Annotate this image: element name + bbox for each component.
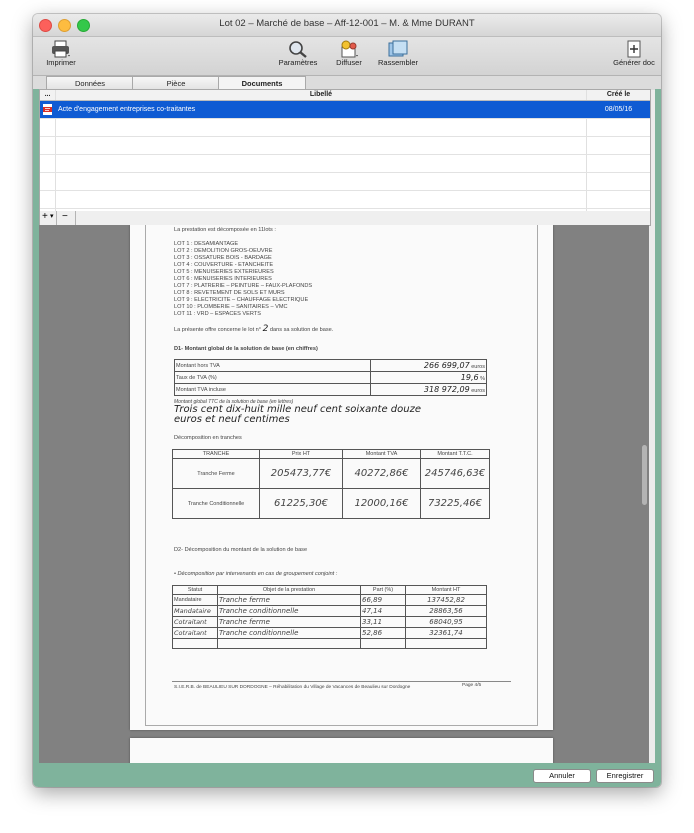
table-row-empty (40, 119, 650, 137)
table-row-empty (40, 191, 650, 209)
amount-label: Montant hors TVA (175, 360, 371, 372)
doc-lot-7: LOT 7 : PLATRERIE – PEINTURE – FAUX-PLAFONDS (174, 283, 313, 289)
doc-lot-4: LOT 4 : COUVERTURE - ETANCHEITE (174, 262, 274, 268)
table-row[interactable] (40, 101, 650, 119)
doc-footer-rule (172, 681, 511, 682)
doc-lot-2: LOT 2 : DEMOLITION GROS-OEUVRE (174, 248, 273, 254)
d2-objet: Tranche conditionnelle (218, 606, 361, 617)
tranches-header: Montant T.T.C. (421, 450, 490, 459)
doc-footer-left: S.I.E.R.B. de BEAULIEU SUR DORDOGNE – Réhabilitation du Village de Vacances de Beaulieu sur Dordogne (174, 685, 411, 690)
tab-bar (33, 76, 661, 90)
amount-label: Montant TVA incluse (175, 384, 371, 396)
generate-doc-button[interactable] (611, 40, 657, 67)
tranche-tva: 12000,16€ (343, 489, 421, 519)
tab-piece[interactable]: Pièce (132, 76, 220, 90)
tranches-header: TRANCHE (173, 450, 260, 459)
window-side-right (655, 89, 661, 763)
document-page (130, 225, 553, 730)
document-preview[interactable] (39, 225, 649, 763)
document-next-page (130, 738, 553, 763)
broadcast-icon (338, 40, 360, 58)
column-header-created[interactable]: Créé le (606, 91, 631, 98)
amount-value: 19,6 % (371, 372, 487, 384)
tab-documents[interactable]: Documents (218, 76, 306, 91)
doc-offer-line (174, 324, 333, 334)
gather-label: Rassembler (377, 58, 418, 67)
column-header-icon[interactable]: ... (40, 90, 56, 100)
amount-value: 266 699,07 euros (371, 360, 487, 372)
doc-lot-1: LOT 1 : DESAMIANTAGE (174, 241, 239, 247)
tranche-ht: 61225,30€ (260, 489, 343, 519)
doc-lot-11: LOT 11 : VRD – ESPACES VERTS (174, 311, 261, 317)
share-button[interactable] (329, 40, 369, 67)
column-header-libelle[interactable]: Libellé (56, 90, 587, 100)
d2-part: 66,89 (361, 595, 406, 606)
printer-icon (50, 40, 72, 58)
window-side-left (33, 89, 39, 763)
d2-part: 33,11 (361, 617, 406, 628)
d2-statut: Mandataire (173, 606, 218, 617)
tranches-table (172, 449, 490, 519)
add-row-button[interactable]: + (42, 211, 48, 222)
d2-objet: Tranche conditionnelle (218, 628, 361, 639)
d2-header: Montant HT (406, 586, 487, 595)
add-menu-chevron-icon[interactable]: ▾ (50, 213, 54, 220)
d2-statut: Cotraitant (173, 628, 218, 639)
tranche-tva: 40272,86€ (343, 459, 421, 489)
print-label: Imprimer (46, 58, 76, 67)
doc-offer-post: dans sa solution de base. (269, 327, 334, 333)
tranche-ttc: 73225,46€ (421, 489, 490, 519)
print-button[interactable] (39, 40, 83, 67)
amounts-table (174, 359, 487, 396)
save-button[interactable]: Enregistrer (596, 769, 654, 783)
d2-header: Statut (173, 586, 218, 595)
d2-montant: 28863,56 (406, 606, 487, 617)
doc-lot-5: LOT 5 : MENUISERIES EXTERIEURES (174, 269, 274, 275)
pdf-icon (40, 101, 56, 118)
d2-statut: Mandataire (173, 595, 218, 606)
row-created: 08/05/16 (604, 106, 633, 113)
documents-table (39, 89, 651, 226)
toolbar (33, 37, 661, 76)
amount-value: 318 972,09 euros (371, 384, 487, 396)
title-bar (33, 14, 661, 37)
gather-documents-icon (387, 40, 409, 58)
doc-ttc-letters-2: euros et neuf centimes (174, 414, 290, 425)
doc-d2-bullet: • Décomposition par intervenants en cas de groupement conjoint : (174, 571, 338, 577)
doc-lot-9: LOT 9 : ELECTRICITE – CHAUFFAGE ELECTRIQUE (174, 297, 309, 303)
doc-lot-8: LOT 8 : REVETEMENT DE SOLS ET MURS (174, 290, 285, 296)
doc-d2-title: D2- Décomposition du montant de la solution de base (174, 547, 308, 553)
settings-label: Paramètres (278, 58, 318, 67)
d2-part: 47,14 (361, 606, 406, 617)
tab-donnees[interactable]: Données (46, 76, 134, 90)
doc-offer-lot: 2 (262, 324, 269, 334)
d2-montant: 68040,95 (406, 617, 487, 628)
share-label: Diffuser (336, 58, 362, 67)
doc-footer-page: Page 4/5 (462, 683, 482, 688)
doc-d1-title: D1- Montant global de la solution de base (en chiffres) (174, 346, 318, 352)
d2-objet: Tranche ferme (218, 595, 361, 606)
new-document-icon (623, 40, 645, 58)
tranche-name: Tranche Conditionnelle (173, 489, 260, 519)
d2-part: 52,86 (361, 628, 406, 639)
doc-intro: La prestation est décomposée en 11lots : (174, 227, 276, 233)
doc-lot-10: LOT 10 : PLOMBERIE – SANITAIRES – VMC (174, 304, 288, 310)
settings-button[interactable] (275, 40, 321, 67)
tranche-ttc: 245746,63€ (421, 459, 490, 489)
d2-header: Part (%) (361, 586, 406, 595)
gather-button[interactable] (373, 40, 423, 67)
doc-offer-pre: La présente offre concerne le lot n° (174, 327, 262, 333)
d2-montant: 32361,74 (406, 628, 487, 639)
doc-tranches-title: Décomposition en tranches (174, 435, 242, 441)
remove-row-button[interactable]: − (62, 211, 68, 222)
tranches-header: Prix HT (260, 450, 343, 459)
cancel-button[interactable]: Annuler (533, 769, 591, 783)
tranche-name: Tranche Ferme (173, 459, 260, 489)
tranche-ht: 205473,77€ (260, 459, 343, 489)
footer-bar (33, 763, 661, 787)
tranches-header: Montant TVA (343, 450, 421, 459)
d2-montant: 137452,82 (406, 595, 487, 606)
magnifier-icon (287, 40, 309, 58)
preview-scrollbar[interactable] (642, 445, 647, 505)
table-row-empty (40, 155, 650, 173)
app-window (33, 14, 661, 787)
amount-label: Taux de TVA (%) (175, 372, 371, 384)
doc-ttc-letters-label: Montant global TTC de la solution de base (en lettres) (174, 399, 294, 405)
table-actions-bar (39, 211, 651, 226)
doc-lot-3: LOT 3 : OSSATURE BOIS - BARDAGE (174, 255, 272, 261)
generate-doc-label: Générer doc (613, 58, 655, 67)
d2-table (172, 585, 487, 649)
d2-header: Objet de la prestation (218, 586, 361, 595)
d2-statut: Cotraitant (173, 617, 218, 628)
table-row-empty (40, 137, 650, 155)
doc-lot-6: LOT 6 : MENUISERIES INTERIEURES (174, 276, 272, 282)
row-libelle: Acte d'engagement entreprises co-traitantes (58, 106, 196, 113)
doc-ttc-letters-1: Trois cent dix-huit mille neuf cent soixante douze (174, 404, 421, 415)
table-row-empty (40, 173, 650, 191)
table-header (40, 90, 650, 101)
window-title: Lot 02 – Marché de base – Aff-12-001 – M. & Mme DURANT (219, 18, 475, 29)
d2-objet: Tranche ferme (218, 617, 361, 628)
